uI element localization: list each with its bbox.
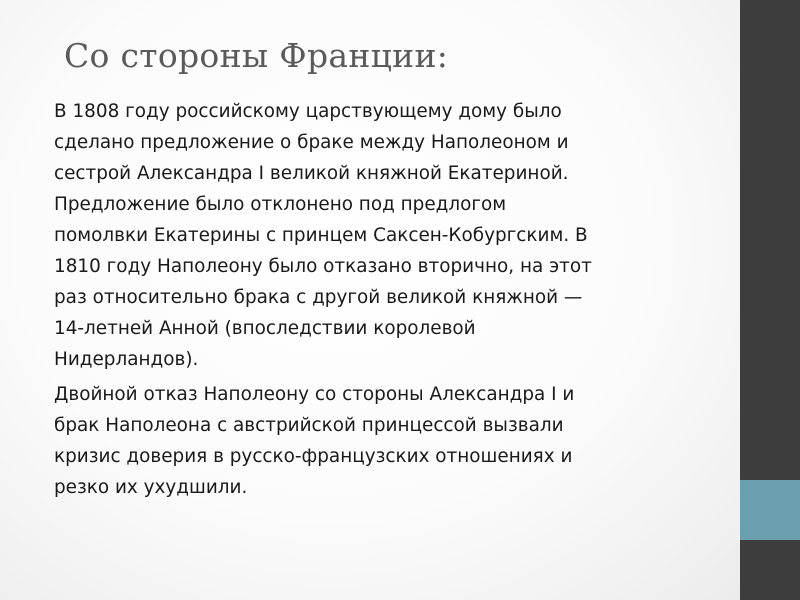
slide-title: Со стороны Франции: bbox=[64, 36, 449, 75]
paragraph-2: Двойной отказ Наполеону со стороны Александра I и брак Наполеона с австрийской принцессой вызвали кризис доверия в русско-французских отношениях и резко их ухудшили. bbox=[54, 384, 575, 498]
paragraph-1: В 1808 году российскому царствующему дому было сделано предложение о браке между Наполеоном и сестрой Александра I великой княжной Екатериной. Предложение было отклонено под предлогом помолвки Екатерины с принцем Саксен-Кобургским. В 1810 году Наполеону было отказано вторично, на этот раз относительно брака с другой великой княжной — 14-летней Анной (впоследствии королевой Нидерландов). bbox=[54, 101, 592, 370]
accent-block bbox=[740, 480, 800, 540]
slide-body bbox=[54, 96, 666, 507]
decorative-sidebar bbox=[740, 0, 800, 600]
